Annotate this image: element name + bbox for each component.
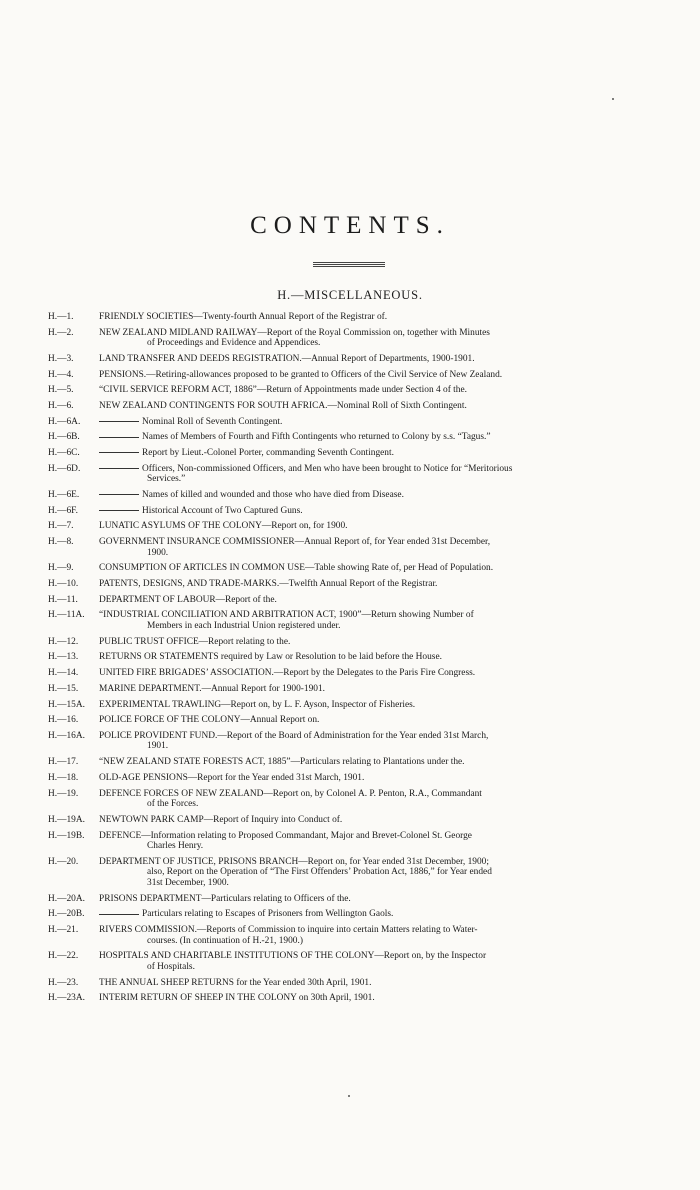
contents-entry bbox=[48, 652, 660, 663]
contents-entry bbox=[48, 978, 660, 989]
entry-title: Names of Members of Fourth and Fifth Contingents who returned to Colony by s.s. “Tagus.” bbox=[142, 432, 491, 443]
contents-entry bbox=[48, 831, 660, 852]
ditto-dash bbox=[99, 452, 139, 453]
entry-text bbox=[99, 715, 660, 726]
entry-text bbox=[99, 610, 660, 631]
entry-text bbox=[99, 815, 660, 826]
entry-title: “NEW ZEALAND STATE FORESTS ACT, 1885”—Particulars relating to Plantations under the. bbox=[99, 757, 465, 768]
entry-title: Particulars relating to Escapes of Prisoners from Wellington Gaols. bbox=[142, 909, 394, 920]
entry-continuation: of Proceedings and Evidence and Appendices. bbox=[147, 338, 321, 349]
contents-entry bbox=[48, 789, 660, 810]
entry-number: H.—11. bbox=[48, 594, 78, 605]
entry-title: PRISONS DEPARTMENT—Particulars relating to Officers of the. bbox=[99, 893, 351, 904]
entry-title: DEPARTMENT OF JUSTICE, PRISONS BRANCH—Report on, for Year ended 31st December, 1900; bbox=[99, 856, 489, 867]
contents-entry bbox=[48, 610, 660, 631]
entry-continuation: 1900. bbox=[147, 547, 169, 558]
entry-title: PATENTS, DESIGNS, AND TRADE-MARKS.—Twelfth Annual Report of the Registrar. bbox=[99, 579, 438, 590]
entry-text bbox=[99, 757, 660, 768]
entry-text bbox=[99, 328, 660, 349]
entry-number: H.—18. bbox=[48, 772, 79, 783]
contents-entry bbox=[48, 731, 660, 752]
entry-number: H.—1. bbox=[48, 312, 74, 322]
entry-number: H.—8. bbox=[48, 537, 74, 548]
entry-number: H.—14. bbox=[48, 668, 79, 679]
contents-entry bbox=[48, 715, 660, 726]
entry-number: H.—6C. bbox=[48, 448, 80, 459]
entry-text bbox=[99, 521, 660, 532]
entry-title: PENSIONS.—Retiring-allowances proposed to be granted to Officers of the Civil Service of New Zealand. bbox=[99, 369, 503, 380]
contents-entry bbox=[48, 521, 660, 532]
entry-text bbox=[99, 684, 660, 695]
entry-number: H.—22. bbox=[48, 951, 79, 962]
entry-number: H.—7. bbox=[48, 521, 74, 532]
ditto-dash bbox=[99, 494, 139, 495]
entry-title: DEFENCE—Information relating to Proposed Commandant, Major and Brevet-Colonel St. George bbox=[99, 830, 472, 841]
entry-text bbox=[99, 354, 660, 365]
ditto-dash bbox=[99, 914, 139, 915]
entry-title: PUBLIC TRUST OFFICE—Report relating to the. bbox=[99, 636, 291, 647]
entry-text bbox=[99, 370, 660, 381]
title-rule bbox=[313, 262, 385, 268]
entry-number: H.—15A. bbox=[48, 699, 85, 710]
contents-entry bbox=[48, 684, 660, 695]
contents-entry bbox=[48, 757, 660, 768]
page-title: CONTENTS. bbox=[250, 212, 450, 239]
entry-number: H.—19. bbox=[48, 788, 79, 799]
ditto-dash bbox=[99, 421, 139, 422]
contents-entry bbox=[48, 857, 660, 889]
contents-entry bbox=[48, 490, 660, 501]
entry-text bbox=[99, 385, 660, 396]
contents-entry bbox=[48, 464, 660, 485]
entry-title: CONSUMPTION OF ARTICLES IN COMMON USE—Table showing Rate of, per Head of Population. bbox=[99, 563, 494, 574]
entry-text bbox=[99, 652, 660, 663]
entry-title: MARINE DEPARTMENT.—Annual Report for 1900-1901. bbox=[99, 683, 325, 694]
entry-title: RIVERS COMMISSION.—Reports of Commission to inquire into certain Matters relating to Water- bbox=[99, 925, 478, 936]
entry-title: UNITED FIRE BRIGADES’ ASSOCIATION.—Report by the Delegates to the Paris Fire Congress. bbox=[99, 668, 476, 679]
entry-text bbox=[99, 978, 660, 989]
entry-number: H.—5. bbox=[48, 385, 74, 396]
entry-number: H.—9. bbox=[48, 563, 74, 574]
entry-text bbox=[99, 773, 660, 784]
entry-text bbox=[99, 993, 660, 1004]
entry-continuation: 1901. bbox=[147, 741, 169, 752]
entry-number: H.—6F. bbox=[48, 505, 78, 516]
entry-number: H.—23. bbox=[48, 977, 79, 988]
entry-text bbox=[99, 563, 660, 574]
entry-number: H.—15. bbox=[48, 683, 79, 694]
entry-title: DEFENCE FORCES OF NEW ZEALAND—Report on, by Colonel A. P. Penton, R.A., Commandant bbox=[99, 788, 482, 799]
entry-text bbox=[99, 537, 660, 558]
contents-entry bbox=[48, 668, 660, 679]
entry-text bbox=[99, 490, 660, 501]
entry-text bbox=[99, 700, 660, 711]
contents-entry bbox=[48, 370, 660, 381]
entry-continuation: courses. (In continuation of H.-21, 1900.) bbox=[147, 935, 303, 946]
entry-number: H.—6. bbox=[48, 401, 74, 412]
entry-text bbox=[99, 668, 660, 679]
entry-title: FRIENDLY SOCIETIES—Twenty-fourth Annual Report of the Registrar of. bbox=[99, 312, 388, 322]
entry-title: DEPARTMENT OF LABOUR—Report of the. bbox=[99, 594, 277, 605]
ditto-dash bbox=[99, 468, 139, 469]
contents-entry bbox=[48, 637, 660, 648]
entry-number: H.—10. bbox=[48, 579, 79, 590]
entry-continuation: Charles Henry. bbox=[147, 841, 204, 852]
entry-number: H.—20B. bbox=[48, 909, 85, 920]
specks bbox=[612, 98, 614, 100]
entry-text bbox=[99, 951, 660, 972]
entry-continuation: 31st December, 1900. bbox=[147, 877, 229, 888]
entry-number: H.—21. bbox=[48, 925, 79, 936]
entry-title: Officers, Non-commissioned Officers, and Men who have been brought to Notice for “Meritorious bbox=[142, 463, 513, 474]
ditto-dash bbox=[99, 437, 139, 438]
entry-text bbox=[99, 857, 660, 889]
entry-text bbox=[99, 925, 660, 946]
contents-entry bbox=[48, 700, 660, 711]
entry-text bbox=[99, 432, 660, 443]
entry-number: H.—6D. bbox=[48, 463, 81, 474]
contents-entry bbox=[48, 448, 660, 459]
contents-entry bbox=[48, 563, 660, 574]
entry-text bbox=[99, 448, 660, 459]
contents-entry bbox=[48, 815, 660, 826]
entry-title: INTERIM RETURN OF SHEEP IN THE COLONY on 30th April, 1901. bbox=[99, 993, 375, 1004]
entry-title: LAND TRANSFER AND DEEDS REGISTRATION.—Annual Report of Departments, 1900-1901. bbox=[99, 353, 475, 364]
entry-title: OLD-AGE PENSIONS—Report for the Year ended 31st March, 1901. bbox=[99, 772, 365, 783]
entry-title: GOVERNMENT INSURANCE COMMISSIONER—Annual Report of, for Year ended 31st December, bbox=[99, 537, 491, 548]
entry-continuation: Services.” bbox=[147, 474, 186, 485]
contents-entry bbox=[48, 773, 660, 784]
entry-title: Nominal Roll of Seventh Contingent. bbox=[142, 416, 283, 427]
contents-entry bbox=[48, 312, 660, 323]
contents-list bbox=[48, 312, 660, 1009]
entry-number: H.—6B. bbox=[48, 432, 80, 443]
entry-continuation: of the Forces. bbox=[147, 799, 199, 810]
entry-text bbox=[99, 579, 660, 590]
contents-entry bbox=[48, 993, 660, 1004]
entry-text bbox=[99, 595, 660, 606]
entry-text bbox=[99, 831, 660, 852]
contents-entry bbox=[48, 432, 660, 443]
entry-number: H.—13. bbox=[48, 652, 79, 663]
entry-text bbox=[99, 894, 660, 905]
entry-title: NEWTOWN PARK CAMP—Report of Inquiry into Conduct of. bbox=[99, 814, 343, 825]
entry-title: Report by Lieut.-Colonel Porter, commanding Seventh Contingent. bbox=[142, 448, 394, 459]
contents-entry bbox=[48, 537, 660, 558]
entry-title: THE ANNUAL SHEEP RETURNS for the Year ended 30th April, 1901. bbox=[99, 977, 372, 988]
contents-entry bbox=[48, 354, 660, 365]
entry-number: H.—4. bbox=[48, 369, 74, 380]
entry-continuation: of Hospitals. bbox=[147, 961, 195, 972]
entry-number: H.—20A. bbox=[48, 893, 85, 904]
entry-text bbox=[99, 401, 660, 412]
entry-title: Names of killed and wounded and those who have died from Disease. bbox=[142, 490, 404, 501]
entry-text bbox=[99, 909, 660, 920]
entry-title: LUNATIC ASYLUMS OF THE COLONY—Report on, for 1900. bbox=[99, 521, 348, 532]
ditto-dash bbox=[99, 510, 139, 511]
entry-text bbox=[99, 464, 660, 485]
entry-text bbox=[99, 789, 660, 810]
entry-title: NEW ZEALAND MIDLAND RAILWAY—Report of the Royal Commission on, together with Minutes bbox=[99, 327, 490, 338]
contents-entry bbox=[48, 328, 660, 349]
entry-continuation: also, Report on the Operation of “The First Offenders’ Probation Act, 1886,” for Year ended bbox=[147, 867, 492, 878]
entry-title: POLICE FORCE OF THE COLONY—Annual Report on. bbox=[99, 715, 320, 726]
contents-entry bbox=[48, 894, 660, 905]
entry-number: H.—3. bbox=[48, 353, 74, 364]
contents-entry bbox=[48, 909, 660, 920]
section-heading: H.—MISCELLANEOUS. bbox=[277, 288, 423, 302]
entry-title: Historical Account of Two Captured Guns. bbox=[142, 505, 303, 516]
contents-entry bbox=[48, 595, 660, 606]
entry-number: H.—11A. bbox=[48, 610, 85, 621]
entry-number: H.—16. bbox=[48, 715, 79, 726]
contents-entry bbox=[48, 506, 660, 517]
entry-number: H.—19B. bbox=[48, 830, 85, 841]
entry-number: H.—2. bbox=[48, 327, 74, 338]
entry-number: H.—23A. bbox=[48, 993, 85, 1004]
entry-number: H.—12. bbox=[48, 636, 79, 647]
entry-title: POLICE PROVIDENT FUND.—Report of the Board of Administration for the Year ended 31st March, bbox=[99, 730, 489, 741]
entry-title: “CIVIL SERVICE REFORM ACT, 1886”—Return of Appointments made under Section 4 of the. bbox=[99, 385, 467, 396]
contents-entry bbox=[48, 385, 660, 396]
entry-number: H.—16A. bbox=[48, 730, 85, 741]
entry-text bbox=[99, 506, 660, 517]
contents-entry bbox=[48, 401, 660, 412]
contents-entry bbox=[48, 579, 660, 590]
entry-text bbox=[99, 312, 660, 323]
contents-entry bbox=[48, 925, 660, 946]
entry-number: H.—17. bbox=[48, 757, 79, 768]
entry-title: EXPERIMENTAL TRAWLING—Report on, by L. F. Ayson, Inspector of Fisheries. bbox=[99, 699, 416, 710]
entry-title: “INDUSTRIAL CONCILIATION AND ARBITRATION ACT, 1900”—Return showing Number of bbox=[99, 610, 474, 621]
contents-entry bbox=[48, 951, 660, 972]
entry-text bbox=[99, 731, 660, 752]
entry-number: H.—6A. bbox=[48, 416, 81, 427]
entry-text bbox=[99, 637, 660, 648]
entry-continuation: Members in each Industrial Union registered under. bbox=[147, 621, 341, 632]
entry-title: NEW ZEALAND CONTINGENTS FOR SOUTH AFRICA.—Nominal Roll of Sixth Contingent. bbox=[99, 401, 467, 412]
entry-title: RETURNS OR STATEMENTS required by Law or Resolution to be laid before the House. bbox=[99, 652, 442, 663]
contents-entry bbox=[48, 417, 660, 428]
entry-number: H.—6E. bbox=[48, 490, 80, 501]
entry-text bbox=[99, 417, 660, 428]
entry-number: H.—19A. bbox=[48, 814, 85, 825]
entry-title: HOSPITALS AND CHARITABLE INSTITUTIONS OF THE COLONY—Report on, by the Inspector bbox=[99, 951, 487, 962]
specks bbox=[348, 1095, 350, 1097]
entry-number: H.—20. bbox=[48, 856, 79, 867]
